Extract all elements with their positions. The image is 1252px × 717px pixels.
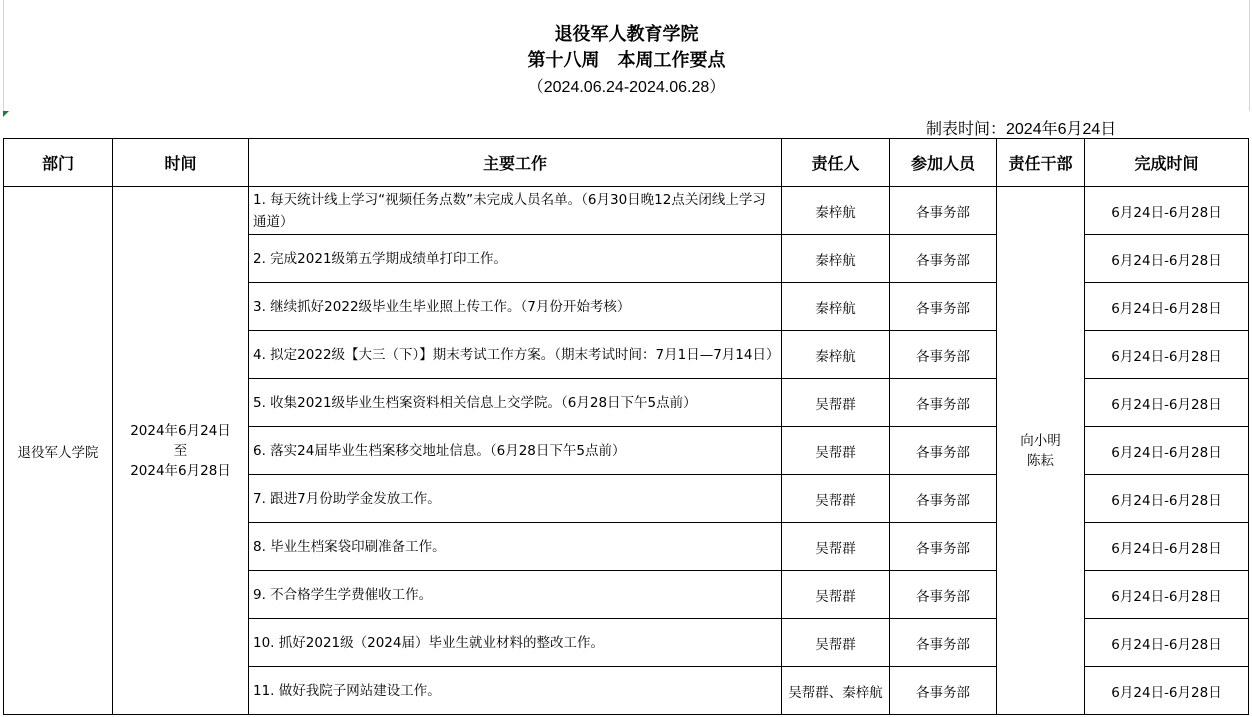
task-cell[interactable]: 3. 继续抓好2022级毕业生毕业照上传工作。（7月份开始考核）: [249, 283, 782, 331]
participants-cell[interactable]: 各事务部: [890, 571, 997, 619]
task-cell[interactable]: 4. 拟定2022级【大三（下）】期末考试工作方案。（期末考试时间：7月1日—7月14日）: [249, 331, 782, 379]
owner-cell[interactable]: 吴帮群: [782, 523, 890, 571]
completion-cell[interactable]: 6月24日-6月28日: [1085, 235, 1249, 283]
cell-comment-marker-icon: [3, 111, 9, 117]
made-time: 制表时间：2024年6月24日: [926, 121, 1117, 138]
participants-cell[interactable]: 各事务部: [890, 283, 997, 331]
participants-cell[interactable]: 各事务部: [890, 427, 997, 475]
col-header-owner[interactable]: 责任人: [782, 139, 890, 187]
completion-cell[interactable]: 6月24日-6月28日: [1085, 475, 1249, 523]
task-cell[interactable]: 9. 不合格学生学费催收工作。: [249, 571, 782, 619]
table-row: [4, 187, 1249, 235]
date-range: （2024.06.24-2024.06.28）: [527, 79, 726, 96]
participants-cell[interactable]: 各事务部: [890, 619, 997, 667]
page-title: 退役军人教育学院: [554, 24, 699, 45]
participants-cell[interactable]: 各事务部: [890, 379, 997, 427]
participants-cell[interactable]: 各事务部: [890, 667, 997, 715]
completion-cell[interactable]: 6月24日-6月28日: [1085, 379, 1249, 427]
time-start: 2024年6月24日: [130, 422, 231, 439]
completion-cell[interactable]: 6月24日-6月28日: [1085, 523, 1249, 571]
page-subtitle: 第十八周 本周工作要点: [527, 50, 726, 71]
time-range-cell[interactable]: [113, 187, 249, 715]
cadre-cell[interactable]: [997, 187, 1085, 715]
completion-cell[interactable]: 6月24日-6月28日: [1085, 427, 1249, 475]
work-table: [3, 138, 1249, 715]
col-header-participants[interactable]: 参加人员: [890, 139, 997, 187]
cadre-name-2: 陈耘: [1027, 452, 1054, 469]
department-cell[interactable]: 退役军人学院: [4, 187, 113, 715]
participants-cell[interactable]: 各事务部: [890, 187, 997, 235]
completion-cell[interactable]: 6月24日-6月28日: [1085, 619, 1249, 667]
owner-cell[interactable]: 秦梓航: [782, 283, 890, 331]
completion-cell[interactable]: 6月24日-6月28日: [1085, 283, 1249, 331]
time-end: 2024年6月28日: [130, 462, 231, 479]
owner-cell[interactable]: 秦梓航: [782, 187, 890, 235]
participants-cell[interactable]: 各事务部: [890, 331, 997, 379]
task-cell[interactable]: 10. 抓好2021级（2024届）毕业生就业材料的整改工作。: [249, 619, 782, 667]
task-cell[interactable]: 5. 收集2021级毕业生档案资料相关信息上交学院。（6月28日下午5点前）: [249, 379, 782, 427]
completion-cell[interactable]: 6月24日-6月28日: [1085, 187, 1249, 235]
task-cell[interactable]: 2. 完成2021级第五学期成绩单打印工作。: [249, 235, 782, 283]
time-to: 至: [173, 442, 188, 459]
owner-cell[interactable]: 吴帮群、秦梓航: [782, 667, 890, 715]
col-header-department[interactable]: 部门: [4, 139, 113, 187]
task-cell[interactable]: 8. 毕业生档案袋印刷准备工作。: [249, 523, 782, 571]
completion-cell[interactable]: 6月24日-6月28日: [1085, 571, 1249, 619]
participants-cell[interactable]: 各事务部: [890, 523, 997, 571]
task-cell[interactable]: 6. 落实24届毕业生档案移交地址信息。（6月28日下午5点前）: [249, 427, 782, 475]
col-header-time[interactable]: 时间: [113, 139, 249, 187]
title-area: [3, 0, 1250, 111]
owner-cell[interactable]: 吴帮群: [782, 619, 890, 667]
completion-cell[interactable]: 6月24日-6月28日: [1085, 331, 1249, 379]
owner-cell[interactable]: 吴帮群: [782, 571, 890, 619]
participants-cell[interactable]: 各事务部: [890, 235, 997, 283]
participants-cell[interactable]: 各事务部: [890, 475, 997, 523]
task-cell[interactable]: 11. 做好我院子网站建设工作。: [249, 667, 782, 715]
owner-cell[interactable]: 吴帮群: [782, 379, 890, 427]
task-cell[interactable]: 1. 每天统计线上学习“视频任务点数”未完成人员名单。（6月30日晚12点关闭线上学习通道）: [249, 187, 782, 235]
completion-cell[interactable]: 6月24日-6月28日: [1085, 667, 1249, 715]
owner-cell[interactable]: 秦梓航: [782, 235, 890, 283]
owner-cell[interactable]: 吴帮群: [782, 475, 890, 523]
col-header-completion[interactable]: 完成时间: [1085, 139, 1249, 187]
owner-cell[interactable]: 吴帮群: [782, 427, 890, 475]
cadre-name-1: 向小明: [1020, 432, 1061, 449]
owner-cell[interactable]: 秦梓航: [782, 331, 890, 379]
header-row: [4, 139, 1249, 187]
col-header-cadre[interactable]: 责任干部: [997, 139, 1085, 187]
task-cell[interactable]: 7. 跟进7月份助学金发放工作。: [249, 475, 782, 523]
col-header-main-work[interactable]: 主要工作: [249, 139, 782, 187]
